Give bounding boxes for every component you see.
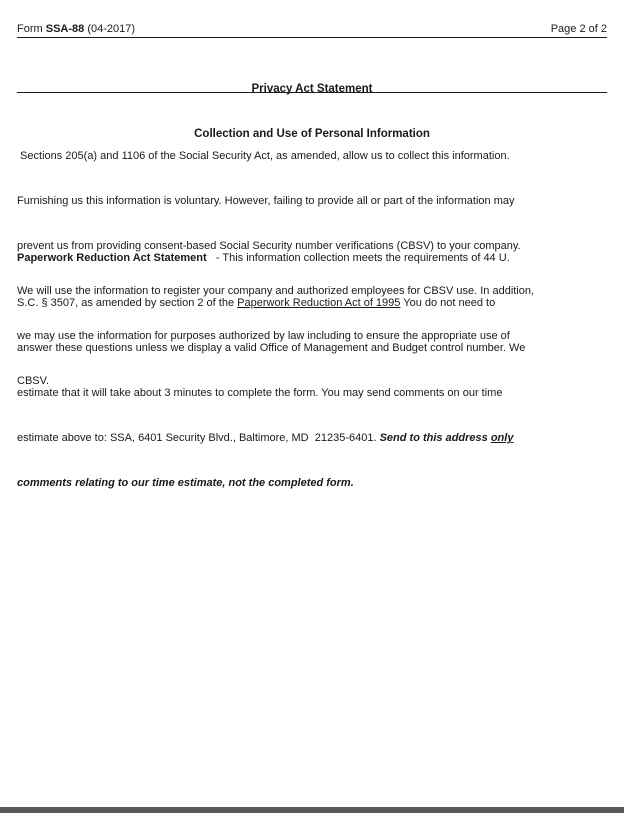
paperwork-heading: Paperwork Reduction Act Statement bbox=[17, 252, 207, 264]
paragraph-line bbox=[17, 296, 525, 311]
paperwork-statement-paragraph bbox=[17, 221, 525, 521]
paragraph-line: comments relating to our time estimate, not the completed form. bbox=[17, 477, 354, 489]
form-number: SSA-88 bbox=[45, 23, 85, 35]
page-number-label: Page 2 of 2 bbox=[550, 23, 607, 35]
form-revision: (04-2017) bbox=[84, 23, 136, 35]
paragraph-line: answer these questions unless we display a valid Office of Management and Budget control number. We bbox=[17, 342, 526, 354]
form-prefix: Form bbox=[17, 23, 46, 35]
title-divider bbox=[17, 92, 607, 93]
paragraph-line: CBSV. bbox=[17, 375, 50, 387]
text-segment: S.C. § 3507, as amended by section 2 of the bbox=[17, 297, 238, 309]
text-segment: estimate above to: SSA, 6401 Security Blvd., Baltimore, MD 21235-6401. bbox=[17, 432, 380, 444]
form-number-label bbox=[17, 23, 135, 36]
bottom-edge-bar bbox=[0, 807, 624, 813]
text-segment: - This information collection meets the requirements of 44 U. bbox=[206, 252, 510, 264]
paragraph-line: estimate that it will take about 3 minutes to complete the form. You may send comments on our time bbox=[17, 387, 503, 399]
paragraph-line: Furnishing us this information is voluntary. However, failing to provide all or part of the information may bbox=[17, 195, 515, 207]
emphasis-underline-segment: only bbox=[490, 432, 514, 444]
paragraph-line bbox=[17, 431, 525, 446]
page-header bbox=[17, 23, 607, 36]
paragraph-line: Sections 205(a) and 1106 of the Social Security Act, as amended, allow us to collect this information. bbox=[17, 150, 510, 162]
title-line-2: Collection and Use of Personal Information bbox=[194, 128, 430, 140]
emphasis-segment: Send to this address bbox=[379, 432, 491, 444]
paragraph-line: we may use the information for purposes authorized by law including to ensure the appropriate use of bbox=[17, 330, 510, 342]
header-divider bbox=[17, 37, 607, 38]
paragraph-line: prevent us from providing consent-based Social Security number verifications (CBSV) to your company. bbox=[17, 240, 521, 252]
paragraph-line: We will use the information to register your company and authorized employees for CBSV use. In addition, bbox=[17, 285, 535, 297]
paragraph-line bbox=[17, 251, 525, 266]
text-segment: You do not need to bbox=[400, 297, 496, 309]
title-line-1: Privacy Act Statement bbox=[251, 83, 373, 95]
paperwork-act-reference: Paperwork Reduction Act of 1995 bbox=[237, 297, 401, 309]
